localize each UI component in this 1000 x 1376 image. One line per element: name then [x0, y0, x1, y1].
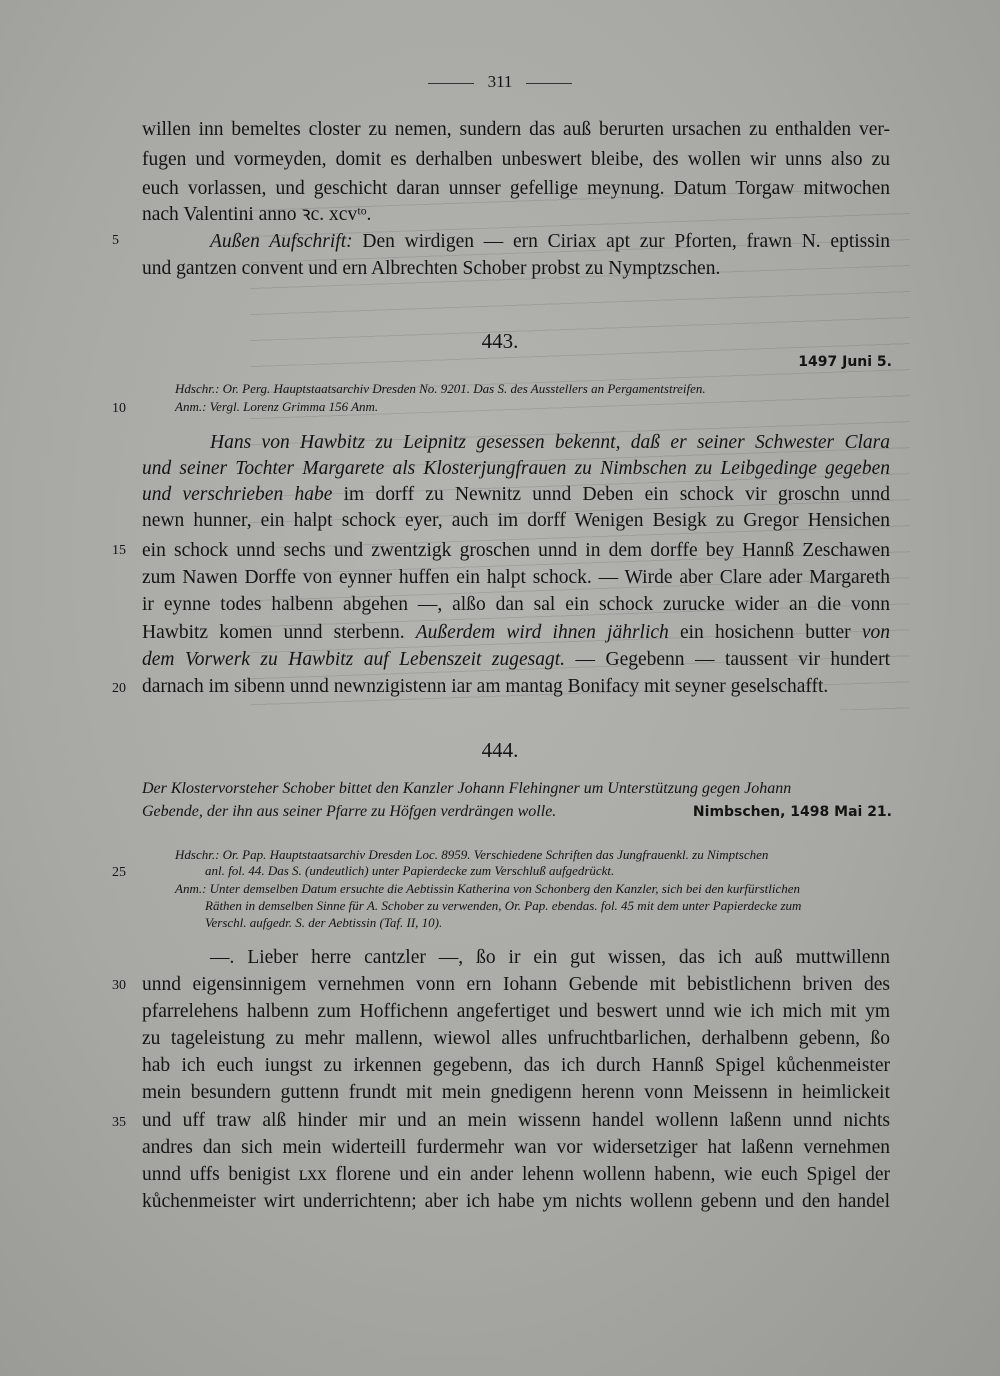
regest-line: Gebende, der ihn aus seiner Pfarre zu Höfgen verdrängen wolle.: [142, 803, 557, 820]
page-number: 311: [487, 72, 513, 91]
text-line: mein besundern guttenn frundt mit mein gnedigenn herenn vonn Meissenn in heimlickeit: [142, 1082, 890, 1103]
text-span: im dorff zu Newnitz unnd Deben ein schock vir groschn unnd: [343, 484, 890, 505]
intro-line: fugen und vormeyden, domit es derhalben unbeswert bleibe, des wollen wir unns also zu: [142, 149, 890, 170]
text-line: darnach im sibenn unnd newnzigistenn iar am mantag Bonifacy mit seyner geselschafft.: [142, 676, 829, 697]
manuscript-note-cont: anl. fol. 44. Das S. (undeutlich) unter Papierdecke zum Verschluß aufgedrückt.: [205, 863, 615, 878]
regest-italic: Außerdem wird ihnen jährlich: [415, 622, 669, 643]
regest-line: Der Klostervorsteher Schober bittet den Kanzler Johann Flehingner um Unterstützung gegen Johann: [142, 780, 792, 797]
annotation-note-cont: Räthen in demselben Sinne für A. Schober zu verwenden, Or. Pap. ebendas. fol. 45 mit dem unter Papierdecke zum: [205, 898, 802, 913]
text-line: unnd uffs benigist ʟxx florene und ein ander lehenn wollenn habenn, wie euch Spigel der: [142, 1164, 890, 1185]
text-line: pfarrelehens halbenn zum Hoffichenn angefertiget und beswert unnd wie ich mich mit ym: [142, 1001, 890, 1022]
aufschrift-line-2: und gantzen convent und ern Albrechten Schober probst zu Nymptzschen.: [142, 258, 721, 279]
text-line: hab ich euch iungst zu irkennen gegebenn, das ich durch Hannß Spigel kůchenmeister: [142, 1055, 890, 1076]
text-line: und uff traw alß hinder mir und an mein wissenn handel wollenn laßenn unnd nichts: [142, 1110, 890, 1131]
regest-italic: Hans von Hawbitz zu Leipnitz gesessen bekennt, daß er seiner Schwester Clara: [210, 432, 890, 453]
text-span: Hawbitz komen unnd sterbenn.: [142, 622, 405, 643]
aufschrift-label: Außen Aufschrift:: [210, 231, 353, 252]
text-span: — Gegebenn — taussent vir hundert: [575, 649, 890, 670]
header-rule-left: [428, 83, 474, 84]
aufschrift-line: [210, 229, 890, 255]
text-line: ir eynne todes halbenn abgehen —, alßo dan sal ein schock zurucke wider an die vonn: [142, 594, 890, 615]
annotation-note-cont: Verschl. aufgedr. S. der Aebtissin (Taf. II, 10).: [205, 915, 443, 930]
text-line: —. Lieber herre cantzler —, ßo ir ein gut wissen, das ich auß muttwillenn: [210, 947, 890, 968]
line-number-20: 20: [112, 681, 126, 696]
document-date-443: 1497 Juni 5.: [798, 354, 892, 370]
aufschrift-text: Den wirdigen — ern Ciriax apt zur Pforten, frawn N. eptissin: [362, 231, 890, 252]
text-line: ein schock unnd sechs und zwentzigk groschen unnd in dem dorffe bey Hannß Zeschawen: [142, 540, 890, 561]
text-line: [142, 620, 890, 646]
manuscript-note: Hdschr.: Or. Pap. Hauptstaatsarchiv Dresden Loc. 8959. Verschiedene Schriften das Jungfrauenkl. zu Nimptschen: [175, 847, 769, 862]
document-number-444: 444.: [481, 738, 519, 762]
intro-line: euch vorlassen, und geschicht daran unnser gefellige meynung. Datum Torgaw mitwochen: [142, 178, 890, 199]
document-date-444: Nimbschen, 1498 Mai 21.: [692, 804, 892, 820]
page-header: [0, 72, 1000, 92]
text-line: [142, 482, 890, 508]
text-line: [142, 647, 890, 673]
line-number-30: 30: [112, 978, 126, 993]
annotation-note: Anm.: Unter demselben Datum ersuchte die Aebtissin Katherina von Schonberg den Kanzler, sich bei den kurfürstlichen: [175, 881, 800, 896]
regest-italic: und verschrieben habe: [142, 484, 333, 505]
text-span: ein hosichenn butter: [679, 622, 851, 643]
manuscript-note: Hdschr.: Or. Perg. Hauptstaatsarchiv Dresden No. 9201. Das S. des Ausstellers an Pergamentstreifen.: [175, 381, 706, 396]
line-number-5: 5: [112, 233, 119, 248]
regest-line: [142, 456, 890, 482]
regest-line: [210, 430, 890, 456]
line-number-25: 25: [112, 865, 126, 880]
text-line: kůchenmeister wirt underrichtenn; aber ich habe ym nichts wollenn gebenn und den handel: [142, 1191, 890, 1212]
line-number-15: 15: [112, 543, 126, 558]
text-line: unnd eigensinnigem vernehmen vonn ern Iohann Gebende mit bebistlichenn briven des: [142, 974, 890, 995]
line-number-35: 35: [112, 1115, 126, 1130]
document-number-443: 443.: [481, 329, 519, 353]
regest-italic: von: [861, 622, 891, 643]
intro-line: nach Valentini anno ꝛc. xcvᵗᵒ.: [142, 204, 372, 225]
line-number-10: 10: [112, 401, 126, 416]
regest-italic: und seiner Tochter Margarete als Klosterjungfrauen zu Nimbschen zu Leibgedinge gegeben: [142, 458, 890, 479]
text-line: zum Nawen Dorffe von eynner huffen ein halpt schock. — Wirde aber Clare ader Margareth: [142, 567, 890, 588]
annotation-note: Anm.: Vergl. Lorenz Grimma 156 Anm.: [175, 399, 379, 414]
intro-line: willen inn bemeltes closter zu nemen, sundern das auß berurten ursachen zu enthalden ver-: [142, 119, 890, 140]
text-line: zu tageleistung zu mehr mallenn, wiewol alles unfruchtbarlichen, derhalbenn gebenn, ßo: [142, 1028, 890, 1049]
header-rule-right: [526, 83, 572, 84]
regest-italic: dem Vorwerk zu Hawbitz auf Lebenszeit zugesagt.: [142, 649, 566, 670]
text-line: newn hunner, ein halpt schock eyer, auch im dorff Wenigen Besigk zu Gregor Hensichen: [142, 510, 890, 531]
text-line: andres dan sich mein widerteill furdermehr wan vor widersetziger hat laßenn vernehmen: [142, 1137, 890, 1158]
